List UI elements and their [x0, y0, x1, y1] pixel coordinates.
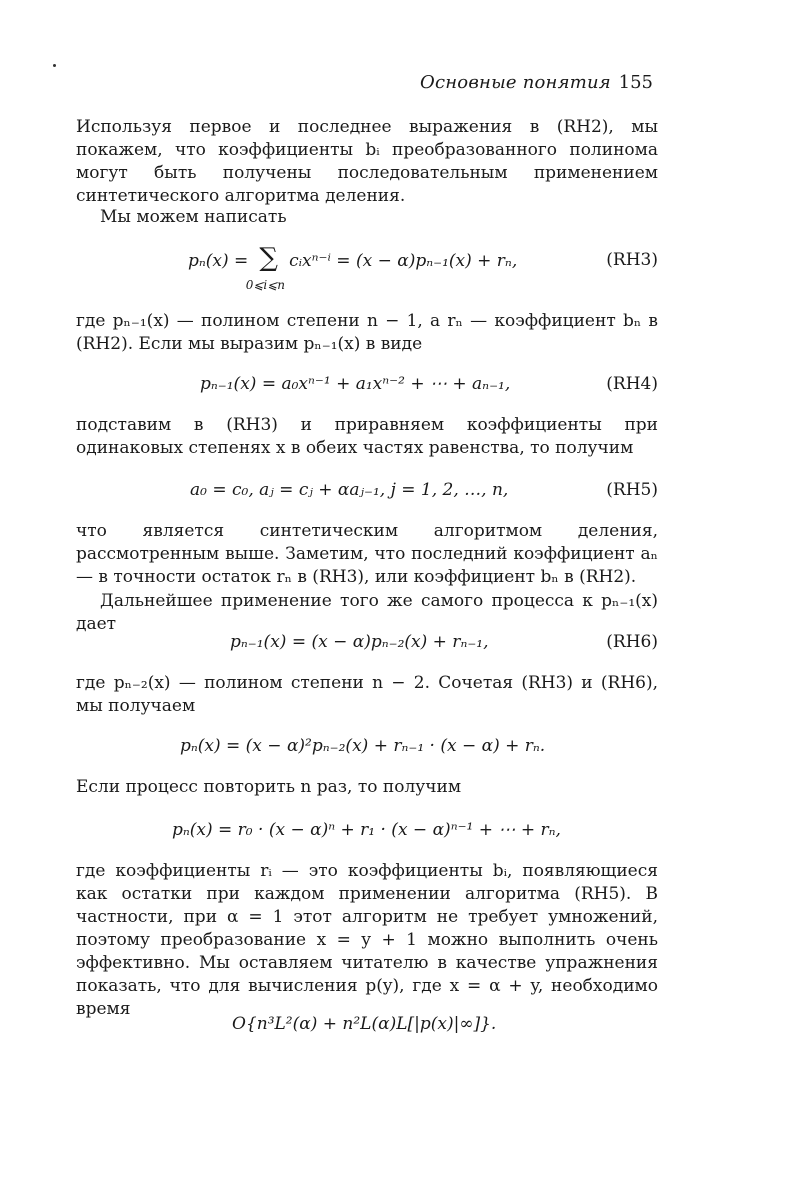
paragraph-2: Мы можем написать [100, 207, 287, 227]
running-title: Основные понятия [420, 72, 611, 93]
equation-repeated: pₙ(x) = r₀ · (x − α)ⁿ + r₁ · (x − α)ⁿ⁻¹ + ⋯ + rₙ, [172, 820, 561, 840]
rh3-right: cᵢxⁿ⁻ⁱ = (x − α)pₙ₋₁(x) + rₙ, [283, 251, 518, 271]
paragraph-5: что является синтетическим алгоритмом деления, рассмотренным выше. Заметим, что последний коэффициент aₙ — в точности остаток rₙ в (RH3), или коэффициент bₙ в (RH2). [76, 521, 658, 587]
equation-rh6: pₙ₋₁(x) = (x − α)pₙ₋₂(x) + rₙ₋₁, [230, 632, 489, 652]
label-rh3: (RH3) [606, 250, 658, 270]
paragraph-8: Если процесс повторить n раз, то получим [76, 777, 462, 797]
paragraph-4: подставим в (RH3) и приравняем коэффициенты при одинаковых степенях x в обеих частях равенства, то получим [76, 415, 658, 458]
page-speck [53, 64, 56, 67]
rh3-left: pₙ(x) = [188, 251, 254, 271]
equation-rh4: pₙ₋₁(x) = a₀xⁿ⁻¹ + a₁xⁿ⁻² + ⋯ + aₙ₋₁, [200, 374, 511, 394]
paragraph-6: Дальнейшее применение того же самого процесса к pₙ₋₁(x) дает [76, 591, 658, 634]
sum-limits: 0⩽i⩽n [245, 278, 285, 292]
equation-complexity: O{n³L²(α) + n²L(α)L[|p(x)|∞]}. [232, 1014, 497, 1034]
label-rh4: (RH4) [606, 374, 658, 394]
sum-sign: ∑ [259, 243, 278, 273]
page-number: 155 [618, 72, 653, 93]
paragraph-9: где коэффициенты rᵢ — это коэффициенты bᵢ, появляющиеся как остатки при каждом применении алгоритма (RH5). В частности, при α = 1 этот алгоритм не требует умножений, поэтому преобразование x = y + 1 можно выполнить очень эффективно. Мы оставляем читателю в качестве упражнения показать, что для вычисления p(y), где x = α + y, необходимо время [76, 861, 658, 1019]
summation [245, 243, 285, 292]
equation-combined: pₙ(x) = (x − α)²pₙ₋₂(x) + rₙ₋₁ · (x − α) + rₙ. [180, 736, 546, 756]
equation-rh3 [188, 243, 518, 292]
paragraph-3: где pₙ₋₁(x) — полином степени n − 1, а rₙ — коэффициент bₙ в (RH2). Если мы выразим pₙ₋₁(x) в виде [76, 311, 658, 354]
paragraph-1: Используя первое и последнее выражения в (RH2), мы покажем, что коэффициенты bᵢ преобразованного полинома могут быть получены последовательным применением синтетического алгоритма деления. [76, 117, 658, 206]
label-rh6: (RH6) [606, 632, 658, 652]
equation-rh5: a₀ = c₀, aⱼ = cⱼ + αaⱼ₋₁, j = 1, 2, …, n, [190, 480, 509, 500]
paragraph-7: где pₙ₋₂(x) — полином степени n − 2. Сочетая (RH3) и (RH6), мы получаем [76, 673, 658, 716]
label-rh5: (RH5) [606, 480, 658, 500]
